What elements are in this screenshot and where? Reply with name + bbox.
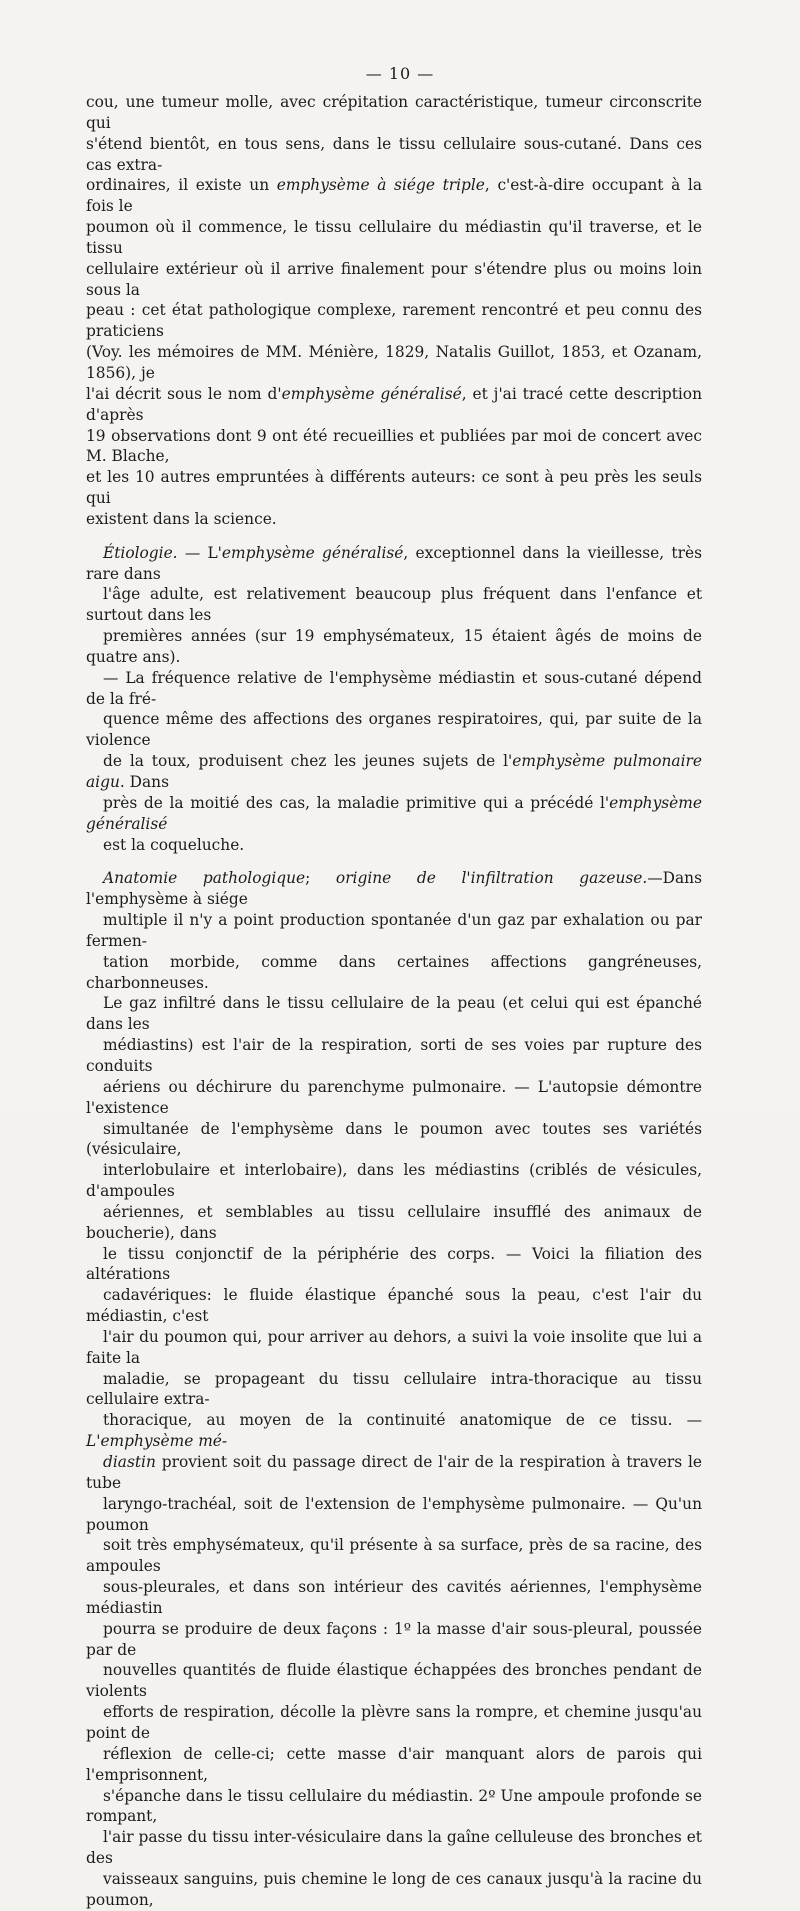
text-line: aériens ou déchirure du parenchyme pulmonaire. — L'autopsie démontre l'existence	[86, 1077, 702, 1117]
paragraph	[86, 543, 702, 856]
text-line: interlobulaire et interlobaire), dans les médiastins (criblés de vésicules, d'ampoules	[86, 1161, 702, 1201]
text-line: vaisseaux sanguins, puis chemine le long de ces canaux jusqu'à la racine du poumon,	[86, 1869, 702, 1909]
text-line: Étiologie. — L'emphysème généralisé, exceptionnel dans la vieillesse, très rare dans	[86, 543, 702, 583]
text-line: Le gaz infiltré dans le tissu cellulaire de la peau (et celui qui est épanché dans les	[86, 994, 702, 1034]
text-line: l'air passe du tissu inter-vésiculaire dans la gaîne celluleuse des bronches et des	[86, 1828, 702, 1868]
text-line: efforts de respiration, décolle la plèvre sans la rompre, et chemine jusqu'au point de	[86, 1703, 702, 1742]
text-line: Anatomie pathologique; origine de l'infiltration gazeuse.—Dans l'emphysème à siége	[86, 869, 702, 909]
text-line: laryngo-trachéal, soit de l'extension de l'emphysème pulmonaire. — Qu'un poumon	[86, 1494, 702, 1534]
text-line: est la coqueluche.	[103, 835, 245, 854]
text-line: 19 observations dont 9 ont été recueillies et publiées par moi de concert avec M. Blache,	[86, 426, 702, 466]
paragraph	[86, 92, 702, 530]
text-line: pourra se produire de deux façons : 1º la masse d'air sous-pleural, poussée par de	[86, 1619, 702, 1659]
text-line: et les 10 autres empruntées à différents auteurs: ce sont à peu près les seuls qui	[86, 468, 702, 508]
text-line: multiple il n'y a point production spontanée d'un gaz par exhalation ou par fermen-	[86, 911, 702, 950]
paragraph	[86, 993, 702, 1910]
text-line: premières années (sur 19 emphysémateux, 15 étaient âgés de moins de quatre ans).	[86, 627, 702, 666]
text-line: existent dans la science.	[86, 509, 277, 528]
text-line: l'ai décrit sous le nom d'emphysème généralisé, et j'ai tracé cette description d'après	[86, 384, 702, 424]
text-line: — La fréquence relative de l'emphysème médiastin et sous-cutané dépend de la fré-	[86, 668, 702, 708]
text-line: cellulaire extérieur où il arrive finalement pour s'étendre plus ou moins loin sous la	[86, 259, 702, 299]
text-line: ordinaires, il existe un emphysème à siége triple, c'est-à-dire occupant à la fois le	[86, 176, 702, 216]
paragraph	[86, 868, 702, 993]
text-line: peau : cet état pathologique complexe, rarement rencontré et peu connu des praticiens	[86, 301, 702, 341]
text-line: tation morbide, comme dans certaines affections gangréneuses, charbonneuses.	[86, 952, 702, 992]
text-line: de la toux, produisent chez les jeunes sujets de l'emphysème pulmonaire aigu. Dans	[86, 752, 702, 791]
text-line: s'épanche dans le tissu cellulaire du médiastin. 2º Une ampoule profonde se rompant,	[86, 1786, 702, 1826]
text-line: quence même des affections des organes respiratoires, qui, par suite de la violence	[86, 710, 702, 750]
text-line: (Voy. les mémoires de MM. Ménière, 1829, Natalis Guillot, 1853, et Ozanam, 1856), je	[86, 343, 702, 382]
text-line: l'air du poumon qui, pour arriver au dehors, a suivi la voie insolite que lui a faite la	[86, 1327, 702, 1367]
text-line: thoracique, au moyen de la continuité anatomique de ce tissu. — L'emphysème mé-	[86, 1411, 702, 1451]
text-line: soit très emphysémateux, qu'il présente à sa surface, près de sa racine, des ampoules	[86, 1536, 702, 1576]
text-line: réflexion de celle-ci; cette masse d'air manquant alors de parois qui l'emprisonnent,	[86, 1744, 702, 1784]
text-line: diastin provient soit du passage direct de l'air de la respiration à travers le tube	[86, 1453, 702, 1492]
text-line: sous-pleurales, et dans son intérieur des cavités aériennes, l'emphysème médiastin	[86, 1578, 702, 1617]
text-line: cou, une tumeur molle, avec crépitation caractéristique, tumeur circonscrite qui	[86, 93, 702, 132]
text-line: le tissu conjonctif de la périphérie des corps. — Voici la filiation des altérations	[86, 1244, 702, 1284]
text-line: médiastins) est l'air de la respiration, sorti de ses voies par rupture des conduits	[86, 1036, 702, 1075]
text-line: maladie, se propageant du tissu cellulaire intra-thoracique au tissu cellulaire extra-	[86, 1369, 702, 1409]
text-line: aériennes, et semblables au tissu cellulaire insufflé des animaux de boucherie), dans	[86, 1202, 702, 1242]
text-line: poumon où il commence, le tissu cellulaire du médiastin qu'il traverse, et le tissu	[86, 218, 702, 257]
page-number: — 10 —	[365, 64, 435, 83]
text-line: s'étend bientôt, en tous sens, dans le tissu cellulaire sous-cutané. Dans ces cas extra-	[86, 134, 702, 174]
text-line: nouvelles quantités de fluide élastique échappées des bronches pendant de violents	[86, 1661, 702, 1701]
text-line: cadavériques: le fluide élastique épanché sous la peau, c'est l'air du médiastin, c'est	[86, 1286, 702, 1326]
text-line: simultanée de l'emphysème dans le poumon avec toutes ses variétés (vésiculaire,	[86, 1119, 702, 1159]
text-line: l'âge adulte, est relativement beaucoup plus fréquent dans l'enfance et surtout dans les	[86, 585, 702, 625]
text-line: près de la moitié des cas, la maladie primitive qui a précédé l'emphysème généralisé	[86, 793, 702, 833]
body-text	[86, 92, 702, 1911]
